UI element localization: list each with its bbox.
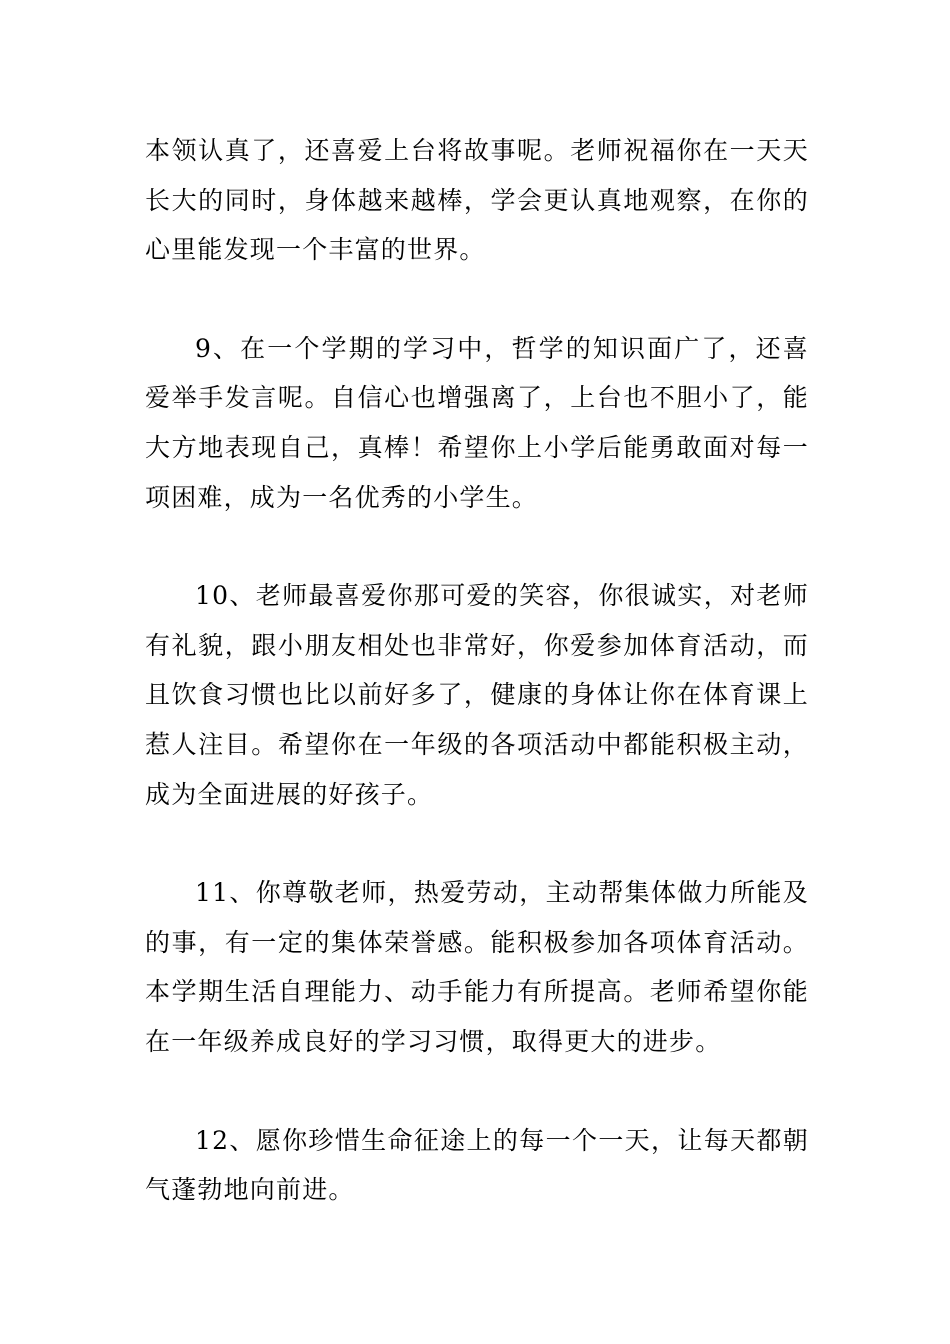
paragraph-continued: 本领认真了，还喜爱上台将故事呢。老师祝福你在一天天长大的同时，身体越来越棒，学会更认真地观察，在你的心里能发现一个丰富的世界。 xyxy=(145,136,809,265)
document-body xyxy=(145,126,809,1215)
paragraph-9: 9、在一个学期的学习中，哲学的知识面广了，还喜爱举手发言呢。自信心也增强离了，上台也不胆小了，能大方地表现自己，真棒！希望你上小学后能勇敢面对每一项困难，成为一名优秀的小学生。 xyxy=(145,333,809,512)
paragraph-12: 12、愿你珍惜生命征途上的每一个一天，让每天都朝气蓬勃地向前进。 xyxy=(145,1125,809,1205)
paragraph-11: 11、你尊敬老师，热爱劳动，主动帮集体做力所能及的事，有一定的集体荣誉感。能积极参加各项体育活动。本学期生活自理能力、动手能力有所提高。老师希望你能在一年级养成良好的学习习惯，取得更大的进步。 xyxy=(145,878,809,1056)
paragraph-10: 10、老师最喜爱你那可爱的笑容，你很诚实，对老师有礼貌，跟小朋友相处也非常好，你爱参加体育活动，而且饮食习惯也比以前好多了，健康的身体让你在体育课上惹人注目。希望你在一年级的各项活动中都能积极主动，成为全面进展的好孩子。 xyxy=(145,581,809,809)
